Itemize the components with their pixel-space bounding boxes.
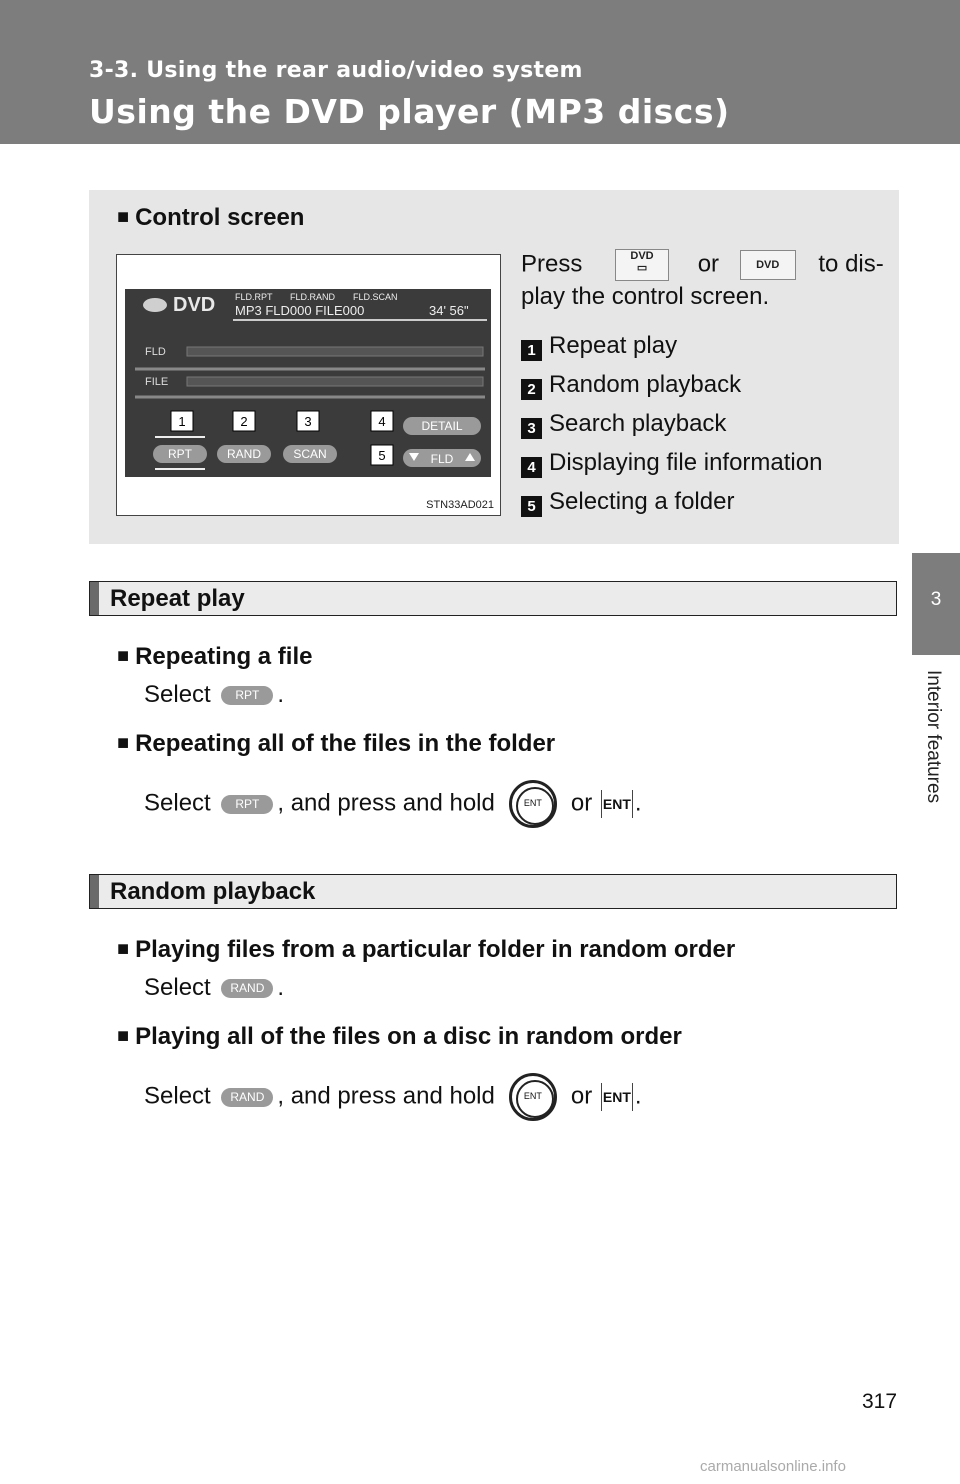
chapter-label: Interior features: [923, 670, 944, 804]
dvd-key-icon: DVD: [740, 250, 796, 280]
rpt-pill-icon: RPT: [221, 686, 273, 705]
row-file-label: FILE: [145, 376, 169, 388]
callout-1: 1: [178, 414, 186, 429]
ent-knob-icon: ENT: [509, 1073, 557, 1121]
mode-rand: FLD.RAND: [290, 292, 336, 302]
random-disc-heading: ■ Playing all of the files on a disc in random order: [117, 1023, 682, 1050]
row-fld-label: FLD: [145, 346, 166, 358]
repeat-file-step: Select RPT .: [144, 681, 285, 708]
rand-pill-icon: RAND: [221, 979, 273, 998]
watermark: carmanualsonline.info: [700, 1458, 846, 1475]
mode-scan: FLD.SCAN: [353, 292, 398, 302]
callout-4: 4: [378, 414, 386, 429]
figure-caption: STN33AD021: [426, 499, 494, 511]
control-screen-heading: ■ Control screen: [117, 204, 305, 231]
fld-button: FLD: [430, 452, 454, 466]
legend-item-3: 3 Search playback: [521, 410, 726, 439]
disc-icon: [143, 298, 167, 312]
section-repeat-play: Repeat play: [89, 581, 897, 616]
intro-line-1: Press DVD ▭ or DVD to dis-: [521, 249, 884, 281]
legend-item-2: 2 Random playback: [521, 371, 741, 400]
dvd-button-icon: DVD ▭: [615, 249, 669, 281]
callout-3: 3: [304, 414, 312, 429]
random-folder-heading: ■ Playing files from a particular folder in random order: [117, 936, 736, 963]
legend-item-5: 5 Selecting a folder: [521, 488, 734, 517]
section-random-playback: Random playback: [89, 874, 897, 909]
detail-button: DETAIL: [421, 419, 463, 433]
section-label: 3-3. Using the rear audio/video system: [89, 58, 583, 83]
ent-key-icon: ENT: [601, 790, 633, 818]
rpt-pill-icon: RPT: [221, 795, 273, 814]
repeat-folder-step: Select RPT , and press and hold ENT or ENT .: [144, 780, 642, 828]
page-header: [0, 0, 960, 144]
legend-item-1: 1 Repeat play: [521, 332, 677, 361]
intro-line-2: play the control screen.: [521, 283, 770, 310]
legend-item-4: 4 Displaying file information: [521, 449, 822, 478]
callout-5: 5: [378, 448, 386, 463]
page-title: Using the DVD player (MP3 discs): [89, 92, 730, 131]
callout-2: 2: [240, 414, 248, 429]
page-number: 317: [862, 1390, 898, 1413]
chapter-tab: [912, 553, 960, 655]
ent-knob-icon: ENT: [509, 780, 557, 828]
random-folder-step: Select RAND .: [144, 974, 285, 1001]
control-screen-figure: [116, 254, 501, 516]
scan-button: SCAN: [293, 447, 327, 461]
mode-rpt: FLD.RPT: [235, 292, 273, 302]
rand-button: RAND: [226, 447, 262, 461]
rpt-button: RPT: [168, 447, 192, 461]
chapter-number: 3: [930, 589, 942, 610]
screen-info: MP3 FLD000 FILE000: [235, 303, 365, 318]
dvd-screen-illustration: [125, 289, 491, 477]
repeat-file-heading: ■ Repeating a file: [117, 643, 313, 670]
screen-time: 34' 56": [429, 303, 469, 318]
screen-logo: DVD: [173, 294, 216, 316]
ent-key-icon: ENT: [601, 1083, 633, 1111]
random-disc-step: Select RAND , and press and hold ENT or ENT .: [144, 1073, 642, 1121]
repeat-folder-heading: ■ Repeating all of the files in the folder: [117, 730, 556, 757]
rand-pill-icon: RAND: [221, 1088, 273, 1107]
